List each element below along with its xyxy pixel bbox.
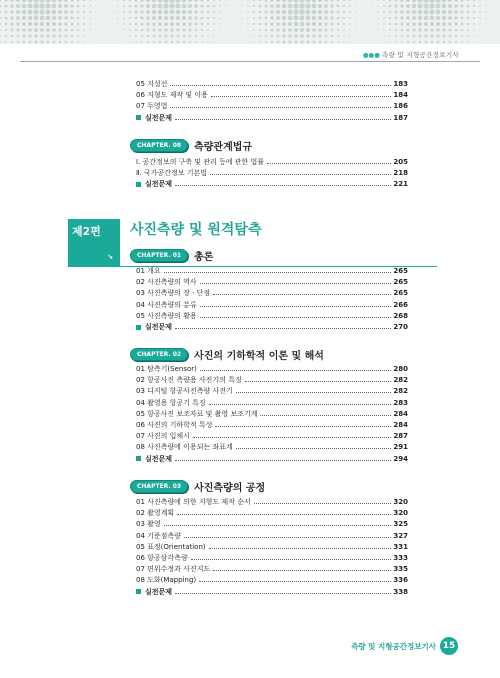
entry-text: 05 표정(Orientation) <box>136 542 206 551</box>
entry-page: 333 <box>393 554 408 562</box>
entry-text: 05 지성선 <box>136 80 168 88</box>
entry-page: 265 <box>393 278 408 287</box>
entry-title <box>136 564 210 574</box>
entry-title <box>136 364 197 374</box>
entry-title <box>136 431 190 441</box>
chapter-08-heading <box>130 138 252 152</box>
entry-title <box>136 531 181 541</box>
chapter-badge: CHAPTER. 08 <box>130 139 188 152</box>
chapter-title: 사진측량의 공정 <box>194 482 266 494</box>
entry-text: 실전문제 <box>145 454 173 463</box>
toc-entry <box>136 409 408 419</box>
entry-page: 336 <box>393 576 408 585</box>
entry-text: 03 촬영 <box>136 520 161 529</box>
dot-leader <box>209 404 392 405</box>
toc-entry <box>136 311 408 321</box>
dot-leader <box>200 306 392 307</box>
toc-entry <box>136 531 408 541</box>
toc-practice-entry <box>136 322 408 332</box>
toc-entry <box>136 519 408 529</box>
chapter-badge: CHAPTER. 03 <box>130 480 188 493</box>
entry-title <box>136 398 206 408</box>
dot-leader <box>175 593 391 594</box>
dot-leader <box>170 107 391 108</box>
entry-text: 07 편위수정과 사진지도 <box>136 565 211 574</box>
square-bullet-icon <box>136 115 141 120</box>
entry-text: 01 개요 <box>136 267 161 275</box>
toc-entry <box>136 497 408 507</box>
entry-page: 287 <box>393 432 408 441</box>
entry-page: 270 <box>393 323 408 331</box>
entry-page: 266 <box>393 300 408 309</box>
toc-entry <box>136 157 408 167</box>
entry-text: 실전문제 <box>145 180 173 189</box>
chapter-title: 총론 <box>194 251 214 263</box>
entry-title <box>136 157 264 167</box>
entry-text: 실전문제 <box>145 587 173 596</box>
entry-text: 05 항공사진 보조자료 및 촬영 보조기계 <box>136 409 258 418</box>
entry-page: 186 <box>393 102 408 111</box>
entry-title <box>136 322 172 332</box>
dot-leader <box>260 415 391 416</box>
toc-practice-entry <box>136 454 408 464</box>
entry-text: 05 사진측량의 활용 <box>136 311 197 320</box>
toc-entry <box>136 277 408 287</box>
square-bullet-icon <box>136 325 141 330</box>
chapter-title: 측량관계법규 <box>194 141 253 153</box>
entry-page: 335 <box>393 565 408 574</box>
dot-leader <box>175 460 391 461</box>
dot-leader <box>200 283 392 284</box>
entry-text: 07 두영법 <box>136 102 168 111</box>
dot-leader <box>175 328 391 329</box>
toc-entry <box>136 386 408 396</box>
toc-entry <box>136 168 408 178</box>
entry-title <box>136 409 257 419</box>
entry-text: 04 기준점측량 <box>136 531 181 540</box>
chapter-01-heading <box>130 248 213 262</box>
toc-entry <box>136 266 408 276</box>
toc-entry <box>136 553 408 563</box>
entry-title <box>136 497 251 507</box>
entry-page: 338 <box>393 587 408 596</box>
dot-leader <box>191 559 392 560</box>
entry-title <box>136 168 207 178</box>
entry-page: 221 <box>393 180 408 189</box>
dot-leader <box>236 392 392 393</box>
entry-text: 06 지형도 제작 및 이용 <box>136 91 208 100</box>
entry-page: 265 <box>393 267 408 275</box>
header-dots: ●●● <box>362 51 380 59</box>
dot-leader <box>184 537 391 538</box>
toc-entry <box>136 364 408 374</box>
entry-text: 실전문제 <box>145 113 173 122</box>
entry-text: 08 사진측량에 이용되는 좌표계 <box>136 443 233 452</box>
entry-text: 01 탐측기(Sensor) <box>136 365 197 373</box>
dot-leader <box>210 174 391 175</box>
entry-title <box>136 553 188 563</box>
chapter-badge: CHAPTER. 01 <box>130 249 188 262</box>
entry-title <box>136 90 208 100</box>
dot-leader <box>213 570 391 571</box>
square-bullet-icon <box>136 589 141 594</box>
header-rule <box>20 61 480 62</box>
entry-page: 284 <box>393 409 408 418</box>
dot-leader <box>209 548 392 549</box>
dot-leader <box>193 437 391 438</box>
running-header <box>363 50 459 59</box>
entry-text: 06 사진의 기하학적 특성 <box>136 421 213 429</box>
dot-leader <box>200 317 392 318</box>
entry-page: 331 <box>393 542 408 551</box>
entry-title <box>136 288 210 298</box>
entry-page: 205 <box>393 158 408 166</box>
entry-title <box>136 542 206 552</box>
part-2-box <box>68 219 120 267</box>
toc-entry <box>136 101 408 111</box>
entry-text: 02 항공사진 측량용 사진기의 특징 <box>136 376 242 385</box>
entry-title <box>136 277 197 287</box>
entry-page: 183 <box>393 80 408 88</box>
entry-title <box>136 442 233 452</box>
header-title: 측량 및 지형공간정보기사 <box>381 51 459 59</box>
entry-page: 320 <box>393 498 408 506</box>
toc-entry <box>136 79 408 89</box>
chapter-02-heading <box>130 347 324 361</box>
toc-entry <box>136 300 408 310</box>
entry-title <box>136 101 167 111</box>
header-banner <box>0 0 500 44</box>
footer-title: 측량 및 지형공간정보기사 <box>351 641 436 651</box>
toc-entry <box>136 575 408 585</box>
entry-page: 325 <box>393 520 408 529</box>
square-bullet-icon <box>136 456 141 461</box>
toc-entry <box>136 288 408 298</box>
page-number: 15 <box>440 637 458 655</box>
arrow-icon: ↘ <box>107 253 113 261</box>
entry-page: 327 <box>393 531 408 540</box>
toc-entry <box>136 90 408 100</box>
entry-title <box>136 113 172 123</box>
entry-title <box>136 266 161 276</box>
dot-pattern <box>0 0 500 44</box>
toc-entry <box>136 431 408 441</box>
toc-practice-entry <box>136 587 408 597</box>
entry-text: 06 항공삼각측량 <box>136 554 188 562</box>
page-footer <box>351 637 458 655</box>
entry-text: 04 촬영용 항공기 특징 <box>136 398 206 407</box>
entry-text: 01 사진측량에 의한 지형도 제작 순서 <box>136 498 251 506</box>
entry-text: 02 사진측량의 역사 <box>136 278 197 287</box>
dot-leader <box>245 381 392 382</box>
toc-entry <box>136 442 408 452</box>
part-title: 사진측량 및 원격탐측 <box>130 222 262 238</box>
toc-entry <box>136 508 408 518</box>
toc-entry <box>136 542 408 552</box>
entry-title <box>136 375 242 385</box>
dot-leader <box>170 85 391 86</box>
dot-leader <box>254 503 392 504</box>
toc-entry <box>136 375 408 385</box>
entry-page: 282 <box>393 376 408 385</box>
dot-leader <box>177 514 391 515</box>
entry-page: 282 <box>393 387 408 396</box>
dot-leader <box>267 163 391 164</box>
entry-title <box>136 386 233 396</box>
chapter-title: 사진의 기하학적 이론 및 해석 <box>194 350 324 362</box>
toc-entry <box>136 398 408 408</box>
toc-practice-entry <box>136 113 408 123</box>
entry-title <box>136 519 161 529</box>
toc-practice-entry <box>136 179 408 189</box>
entry-page: 291 <box>393 443 408 452</box>
part-label: 제2편 <box>72 225 101 238</box>
dot-leader <box>175 119 391 120</box>
entry-text: 실전문제 <box>145 323 173 331</box>
entry-title <box>136 420 212 430</box>
entry-title <box>136 508 174 518</box>
entry-page: 280 <box>393 365 408 373</box>
entry-page: 187 <box>393 113 408 122</box>
entry-text: Ⅱ. 국가공간정보 기본법 <box>136 169 207 178</box>
dot-leader <box>211 96 391 97</box>
chapter-03-heading <box>130 479 265 493</box>
entry-title <box>136 79 167 89</box>
entry-page: 184 <box>393 91 408 100</box>
entry-text: 04 사진측량의 분류 <box>136 300 197 309</box>
dot-leader <box>200 370 392 371</box>
entry-text: Ⅰ. 공간정보의 구축 및 관리 등에 관한 법률 <box>136 158 265 166</box>
entry-text: 07 사진의 입체시 <box>136 432 190 441</box>
square-bullet-icon <box>136 182 141 187</box>
entry-title <box>136 587 172 597</box>
entry-text: 03 사진측량의 장 · 단점 <box>136 289 211 298</box>
chapter-badge: CHAPTER. 02 <box>130 348 188 361</box>
entry-title <box>136 311 197 321</box>
entry-page: 284 <box>393 421 408 429</box>
entry-text: 03 디지털 항공사진측량 사진기 <box>136 387 233 396</box>
entry-title <box>136 179 172 189</box>
dot-leader <box>236 448 392 449</box>
entry-title <box>136 300 197 310</box>
dot-leader <box>215 426 391 427</box>
entry-page: 265 <box>393 289 408 298</box>
dot-leader <box>175 185 391 186</box>
entry-page: 320 <box>393 509 408 518</box>
entry-text: 02 촬영계획 <box>136 509 175 518</box>
toc-entry <box>136 564 408 574</box>
entry-page: 294 <box>393 454 408 463</box>
toc-entry <box>136 420 408 430</box>
entry-title <box>136 575 196 585</box>
entry-page: 218 <box>393 169 408 178</box>
entry-page: 268 <box>393 311 408 320</box>
dot-leader <box>164 525 392 526</box>
entry-text: 08 도화(Mapping) <box>136 576 197 585</box>
entry-title <box>136 454 172 464</box>
dot-leader <box>164 272 392 273</box>
dot-leader <box>213 294 391 295</box>
entry-page: 283 <box>393 398 408 407</box>
dot-leader <box>199 581 391 582</box>
